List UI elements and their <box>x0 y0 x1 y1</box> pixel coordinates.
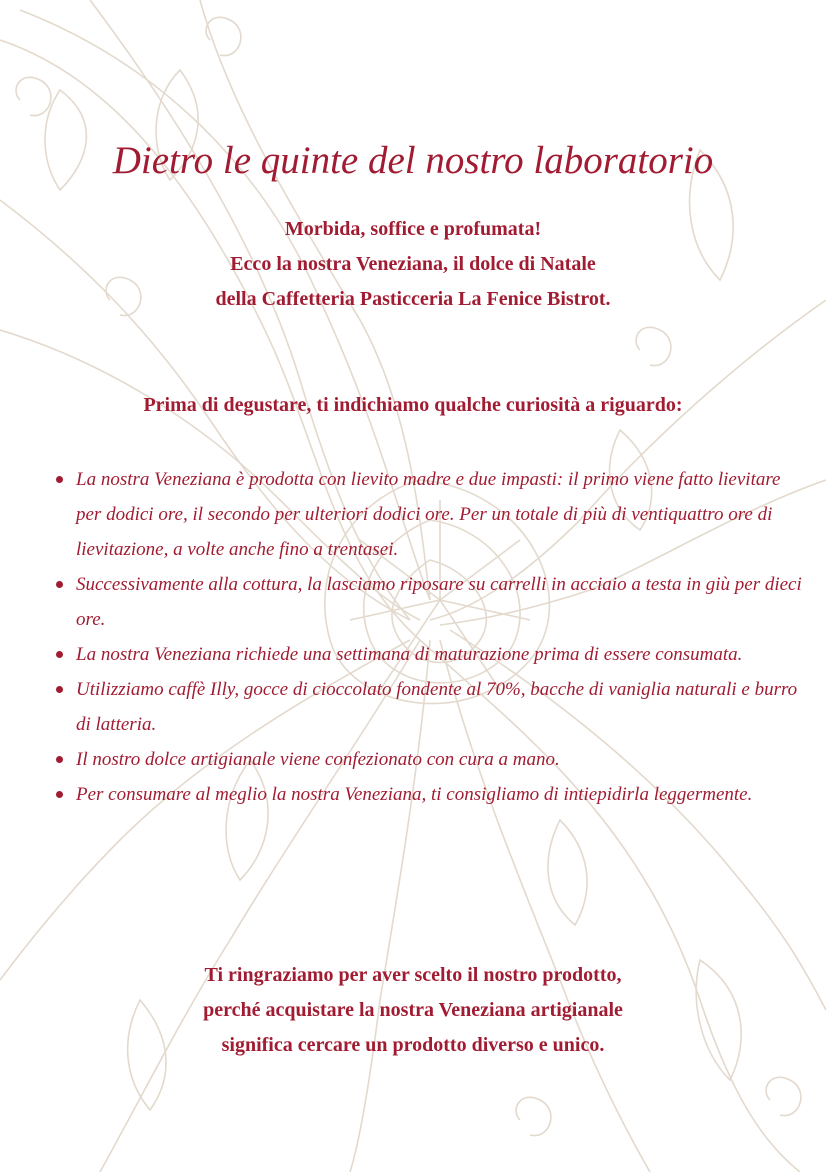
page-title: Dietro le quinte del nostro laboratorio <box>112 139 714 182</box>
facts-list <box>52 462 802 812</box>
list-item <box>52 637 802 672</box>
bullet-icon <box>56 791 63 798</box>
list-item <box>52 777 802 812</box>
list-item <box>52 567 802 637</box>
closing-block <box>0 958 826 1063</box>
list-item-text: La nostra Veneziana è prodotta con lievito madre e due impasti: il primo viene fatto lievitare per dodici ore, il secondo per ulteriori dodici ore. Per un totale di più di ventiquattro ore di lievitazione, a volte anche fino a trentasei. <box>76 469 781 560</box>
closing-line: Ti ringraziamo per aver scelto il nostro prodotto, <box>204 964 622 986</box>
list-item <box>52 462 802 567</box>
list-item-text: Successivamente alla cottura, la lasciamo riposare su carrelli in acciaio a testa in giù per dieci ore. <box>76 574 802 630</box>
list-item-text: Per consumare al meglio la nostra Veneziana, ti consigliamo di intiepidirla leggermente. <box>76 784 753 805</box>
bullet-icon <box>56 581 63 588</box>
list-item <box>52 742 802 777</box>
list-item <box>52 672 802 742</box>
bullet-icon <box>56 756 63 763</box>
intro-line: Ecco la nostra Veneziana, il dolce di Natale <box>230 253 596 275</box>
list-item-text: Il nostro dolce artigianale viene confezionato con cura a mano. <box>76 749 560 770</box>
list-item-text: La nostra Veneziana richiede una settimana di maturazione prima di essere consumata. <box>76 644 743 665</box>
intro-line: della Caffetteria Pasticceria La Fenice Bistrot. <box>215 288 611 310</box>
bullet-icon <box>56 476 63 483</box>
closing-line: perché acquistare la nostra Veneziana artigianale <box>203 999 623 1021</box>
intro-block <box>0 212 826 317</box>
bullet-icon <box>56 686 63 693</box>
list-item-text: Utilizziamo caffè Illy, gocce di cioccolato fondente al 70%, bacche di vaniglia naturali e burro di latteria. <box>76 679 798 735</box>
bullet-icon <box>56 651 63 658</box>
intro-line: Morbida, soffice e profumata! <box>284 218 542 240</box>
closing-line: significa cercare un prodotto diverso e unico. <box>221 1034 605 1056</box>
curiosity-heading: Prima di degustare, ti indichiamo qualche curiosità a riguardo: <box>143 394 683 416</box>
